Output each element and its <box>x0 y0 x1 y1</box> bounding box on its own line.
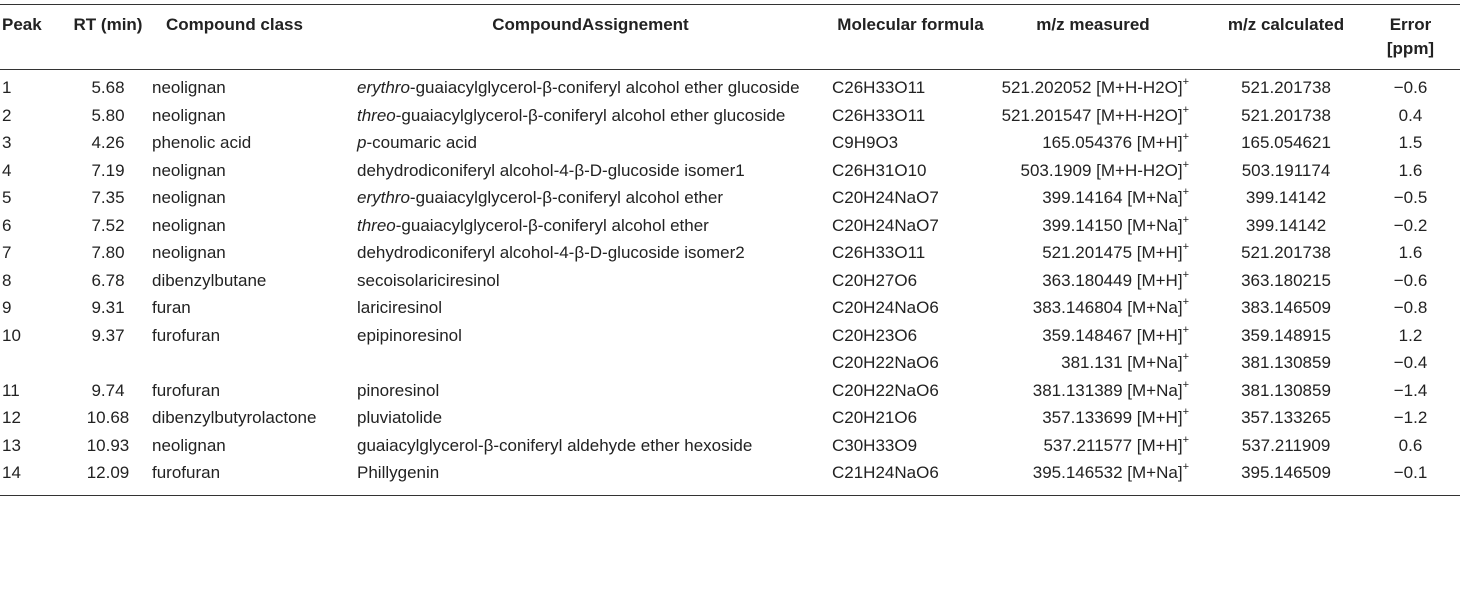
charge-superscript: + <box>1182 158 1189 171</box>
mz-measured-value: 503.1909 [M+H-H2O] <box>1020 160 1183 180</box>
cell-assignment <box>353 349 828 377</box>
assignment-text: pluviatolide <box>357 408 443 427</box>
table-row <box>0 212 1460 240</box>
cell-assignment <box>353 102 828 130</box>
mz-measured-value: 521.201475 [M+H] <box>1042 243 1183 262</box>
cell-assignment <box>353 267 828 295</box>
assignment-text: Phillygenin <box>357 463 440 482</box>
cell-peak: 3 <box>2 133 12 152</box>
cell-rt: 7.35 <box>91 188 125 207</box>
cell-rt: 6.78 <box>91 270 125 290</box>
assignment-text: pinoresinol <box>357 380 440 400</box>
cell-mz-measured <box>993 212 1211 240</box>
cell-assignment <box>353 70 828 102</box>
cell-compound-class: neolignan <box>152 243 226 262</box>
assignment-prefix: threo <box>357 215 396 235</box>
charge-superscript: + <box>1182 406 1189 419</box>
assignment-text: epipinoresinol <box>357 325 462 345</box>
cell-error: 1.5 <box>1398 133 1423 152</box>
cell-assignment <box>353 459 828 495</box>
table-row <box>0 239 1460 267</box>
mz-measured-value: 165.054376 [M+H] <box>1042 133 1183 152</box>
cell-compound-class <box>148 349 353 377</box>
table-body <box>0 70 1460 496</box>
cell-mz-calculated: 395.146509 <box>1241 463 1331 482</box>
cell-mz-measured <box>993 432 1211 460</box>
charge-superscript: + <box>1182 213 1189 226</box>
header-mz-calculated: m/z calculated <box>1227 15 1345 34</box>
cell-peak: 4 <box>2 160 12 180</box>
cell-peak: 7 <box>2 243 12 262</box>
cell-formula: C20H24NaO7 <box>832 215 939 235</box>
cell-mz-measured <box>993 459 1211 495</box>
mz-measured-value: 521.202052 [M+H-H2O] <box>1001 78 1183 97</box>
cell-assignment <box>353 184 828 212</box>
table-row <box>0 349 1460 377</box>
table-row <box>0 294 1460 322</box>
cell-formula: C26H33O11 <box>832 243 926 262</box>
cell-formula: C20H23O6 <box>832 325 918 345</box>
cell-error: −1.2 <box>1393 408 1428 427</box>
cell-error: −0.5 <box>1393 188 1428 207</box>
cell-mz-measured <box>993 157 1211 185</box>
cell-peak: 2 <box>2 105 12 125</box>
cell-compound-class: phenolic acid <box>152 133 252 152</box>
cell-peak: 5 <box>2 188 12 207</box>
cell-rt: 7.52 <box>91 215 125 235</box>
charge-superscript: + <box>1182 103 1189 116</box>
cell-rt <box>68 349 148 377</box>
header-rt: RT (min) <box>73 15 143 34</box>
cell-compound-class: neolignan <box>152 78 226 97</box>
mz-measured-value: 381.131389 [M+Na] <box>1032 380 1183 400</box>
assignment-text: dehydrodiconiferyl alcohol-4-β-D-glucoside isomer2 <box>357 243 745 262</box>
charge-superscript: + <box>1182 131 1189 144</box>
cell-mz-measured <box>993 239 1211 267</box>
assignment-text: guaiacylglycerol-β-coniferyl aldehyde ether hexoside <box>357 435 753 455</box>
cell-compound-class: neolignan <box>152 160 226 180</box>
cell-rt: 5.68 <box>91 78 125 97</box>
assignment-text: lariciresinol <box>357 298 443 317</box>
cell-peak: 8 <box>2 270 12 290</box>
cell-rt: 9.74 <box>91 380 125 400</box>
cell-compound-class: neolignan <box>152 435 226 455</box>
cell-formula: C20H21O6 <box>832 408 918 427</box>
table-row <box>0 102 1460 130</box>
cell-assignment <box>353 294 828 322</box>
cell-peak: 10 <box>2 325 21 345</box>
cell-mz-measured <box>993 184 1211 212</box>
mz-measured-value: 363.180449 [M+H] <box>1042 270 1183 290</box>
charge-superscript: + <box>1182 76 1189 89</box>
cell-error: 1.6 <box>1398 243 1423 262</box>
cell-mz-measured <box>993 349 1211 377</box>
assignment-prefix: erythro <box>357 188 410 207</box>
cell-mz-calculated: 503.191174 <box>1241 160 1331 180</box>
cell-formula: C20H24NaO6 <box>832 298 939 317</box>
table-row <box>0 404 1460 432</box>
cell-error: −0.1 <box>1393 463 1428 482</box>
charge-superscript: + <box>1182 296 1189 309</box>
cell-mz-measured <box>993 129 1211 157</box>
charge-superscript: + <box>1182 461 1189 474</box>
cell-peak: 12 <box>2 408 21 427</box>
cell-error: 0.6 <box>1398 435 1423 455</box>
cell-mz-calculated: 521.201738 <box>1241 243 1331 262</box>
mz-measured-value: 359.148467 [M+H] <box>1042 325 1183 345</box>
cell-formula: C20H22NaO6 <box>832 380 939 400</box>
header-formula: Molecular formula <box>837 15 984 34</box>
cell-formula: C26H33O11 <box>832 78 926 97</box>
mz-measured-value: 399.14150 [M+Na] <box>1042 215 1183 235</box>
table-header <box>0 4 1460 70</box>
assignment-text: -guaiacylglycerol-β-coniferyl alcohol ether glucoside <box>409 78 800 97</box>
table-row <box>0 377 1460 405</box>
mz-measured-value: 395.146532 [M+Na] <box>1032 463 1183 482</box>
assignment-text: secoisolariciresinol <box>357 270 500 290</box>
cell-compound-class: furofuran <box>152 380 221 400</box>
cell-compound-class: furofuran <box>152 325 221 345</box>
cell-compound-class: dibenzylbutane <box>152 270 267 290</box>
assignment-prefix: p <box>357 133 367 152</box>
table-row <box>0 184 1460 212</box>
cell-mz-measured <box>993 377 1211 405</box>
table-row <box>0 157 1460 185</box>
cell-mz-calculated: 537.211909 <box>1241 435 1331 455</box>
header-assignment: CompoundAssignement <box>492 15 689 34</box>
cell-rt: 9.31 <box>91 298 125 317</box>
cell-assignment <box>353 239 828 267</box>
charge-superscript: + <box>1182 268 1189 281</box>
mz-measured-value: 521.201547 [M+H-H2O] <box>1001 105 1183 125</box>
cell-rt: 4.26 <box>91 133 125 152</box>
cell-rt: 12.09 <box>86 463 130 482</box>
cell-mz-calculated: 399.14142 <box>1245 215 1327 235</box>
cell-mz-calculated: 165.054621 <box>1241 133 1331 152</box>
cell-formula: C9H9O3 <box>832 133 899 152</box>
cell-mz-measured <box>993 404 1211 432</box>
table-row <box>0 267 1460 295</box>
charge-superscript: + <box>1182 351 1189 364</box>
cell-formula: C26H31O10 <box>832 160 927 180</box>
cell-error: 1.2 <box>1398 325 1423 345</box>
header-error: Error [ppm] <box>1386 15 1435 58</box>
mz-measured-value: 383.146804 [M+Na] <box>1032 298 1183 317</box>
cell-assignment <box>353 212 828 240</box>
cell-error: −1.4 <box>1393 380 1428 400</box>
cell-error: 0.4 <box>1398 105 1423 125</box>
cell-formula: C26H33O11 <box>832 105 926 125</box>
cell-peak: 13 <box>2 435 21 455</box>
cell-formula: C21H24NaO6 <box>832 463 939 482</box>
header-peak: Peak <box>2 15 42 34</box>
assignment-prefix: erythro <box>357 78 410 97</box>
cell-compound-class: neolignan <box>152 188 226 207</box>
charge-superscript: + <box>1182 323 1189 336</box>
table-row <box>0 432 1460 460</box>
cell-assignment <box>353 377 828 405</box>
cell-peak: 11 <box>2 380 20 400</box>
charge-superscript: + <box>1182 378 1189 391</box>
cell-formula: C20H22NaO6 <box>832 353 939 372</box>
table-row <box>0 70 1460 102</box>
cell-compound-class: furan <box>152 298 191 317</box>
cell-mz-calculated: 357.133265 <box>1241 408 1331 427</box>
charge-superscript: + <box>1182 241 1189 254</box>
cell-assignment <box>353 129 828 157</box>
cell-rt: 10.68 <box>86 408 130 427</box>
cell-mz-calculated: 359.148915 <box>1241 325 1331 345</box>
cell-assignment <box>353 322 828 350</box>
cell-rt: 9.37 <box>91 325 125 345</box>
cell-compound-class: neolignan <box>152 215 226 235</box>
header-mz-measured: m/z measured <box>1036 15 1150 34</box>
cell-mz-measured <box>993 294 1211 322</box>
assignment-text: dehydrodiconiferyl alcohol-4-β-D-glucoside isomer1 <box>357 160 745 180</box>
assignment-prefix: threo <box>357 105 396 125</box>
mz-measured-value: 357.133699 [M+H] <box>1042 408 1183 427</box>
cell-error: 1.6 <box>1398 160 1423 180</box>
cell-rt: 10.93 <box>86 435 130 455</box>
cell-error: −0.6 <box>1393 78 1428 97</box>
cell-assignment <box>353 404 828 432</box>
assignment-text: -guaiacylglycerol-β-coniferyl alcohol ether <box>395 215 709 235</box>
table-row <box>0 459 1460 495</box>
header-compound-class: Compound class <box>166 15 303 34</box>
cell-mz-calculated: 521.201738 <box>1241 78 1331 97</box>
cell-mz-measured <box>993 322 1211 350</box>
charge-superscript: + <box>1182 186 1189 199</box>
table-row <box>0 322 1460 350</box>
cell-mz-measured <box>993 267 1211 295</box>
charge-superscript: + <box>1182 433 1189 446</box>
cell-mz-measured <box>993 70 1211 102</box>
cell-mz-calculated: 521.201738 <box>1241 105 1331 125</box>
assignment-text: -guaiacylglycerol-β-coniferyl alcohol ether glucoside <box>395 105 786 125</box>
table-row <box>0 129 1460 157</box>
cell-mz-calculated: 399.14142 <box>1245 188 1327 207</box>
cell-formula: C20H27O6 <box>832 270 918 290</box>
assignment-text: -guaiacylglycerol-β-coniferyl alcohol ether <box>409 188 724 207</box>
cell-rt: 5.80 <box>91 105 125 125</box>
cell-error: −0.6 <box>1393 270 1428 290</box>
mz-measured-value: 381.131 [M+Na] <box>1061 353 1183 372</box>
cell-compound-class: furofuran <box>152 463 221 482</box>
cell-assignment <box>353 157 828 185</box>
cell-mz-calculated: 363.180215 <box>1241 270 1331 290</box>
cell-peak <box>0 349 68 377</box>
cell-peak: 14 <box>2 463 21 482</box>
cell-peak: 9 <box>2 298 12 317</box>
cell-assignment <box>353 432 828 460</box>
cell-error: −0.4 <box>1393 353 1428 372</box>
cell-mz-calculated: 381.130859 <box>1241 353 1331 372</box>
cell-mz-measured <box>993 102 1211 130</box>
mz-measured-value: 537.211577 [M+H] <box>1043 435 1183 455</box>
cell-compound-class: neolignan <box>152 105 226 125</box>
cell-compound-class: dibenzylbutyrolactone <box>152 408 317 427</box>
cell-error: −0.2 <box>1393 215 1428 235</box>
cell-formula: C30H33O9 <box>832 435 918 455</box>
cell-mz-calculated: 383.146509 <box>1241 298 1331 317</box>
cell-peak: 6 <box>2 215 12 235</box>
cell-rt: 7.80 <box>91 243 125 262</box>
cell-mz-calculated: 381.130859 <box>1241 380 1331 400</box>
cell-rt: 7.19 <box>91 160 125 180</box>
assignment-text: -coumaric acid <box>366 133 478 152</box>
cell-error: −0.8 <box>1393 298 1428 317</box>
cell-formula: C20H24NaO7 <box>832 188 939 207</box>
mz-measured-value: 399.14164 [M+Na] <box>1042 188 1183 207</box>
cell-peak: 1 <box>2 78 12 97</box>
compound-table <box>0 4 1460 496</box>
